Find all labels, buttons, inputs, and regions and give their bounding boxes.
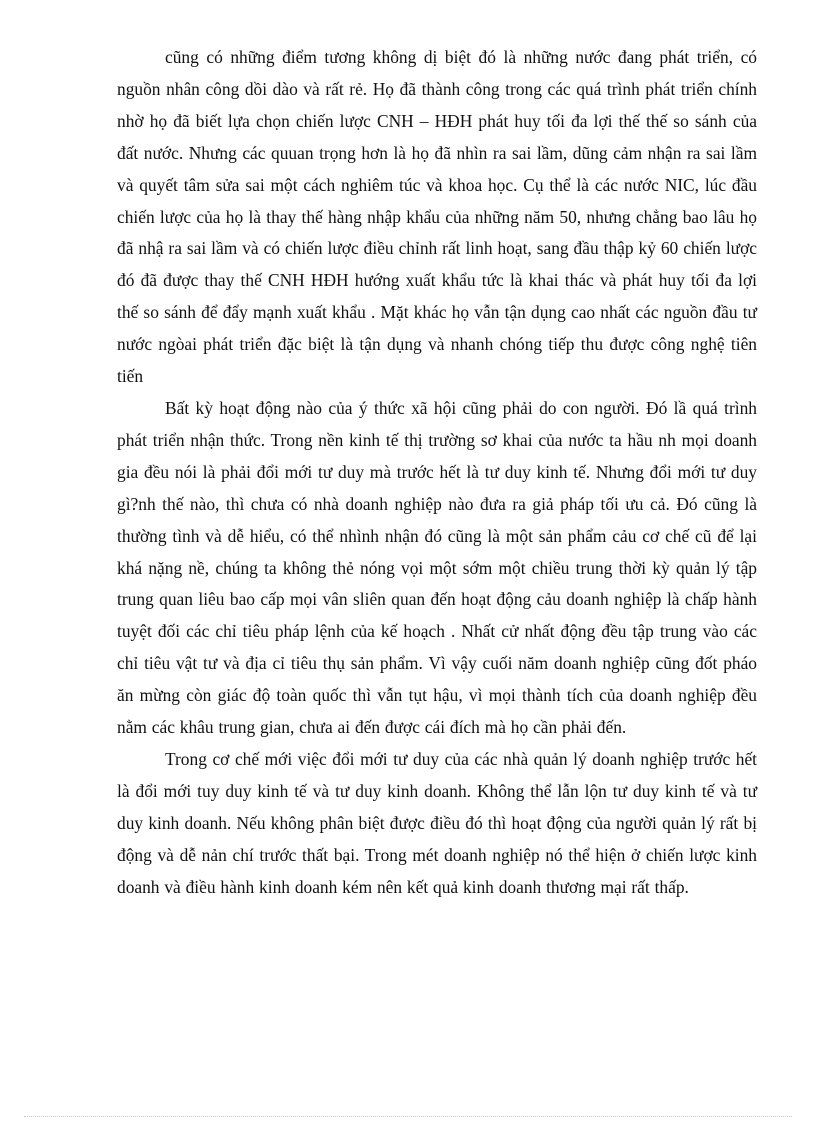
document-body: [117, 42, 757, 903]
paragraph-3: Trong cơ chế mới việc đổi mới tư duy của các nhà quản lý doanh nghiệp trước hết là đổi mới tuy duy kinh tế và tư duy kinh doanh. Không thể lẫn lộn tư duy kinh tế và tư duy kinh doanh. Nếu không phân biệt được điều đó thì hoạt động của người quản lý rất bị động và dễ nản chí trước thất bại. Trong mét doanh nghiệp nó thể hiện ở chiến lược kinh doanh và điều hành kinh doanh kém nên kết quả kinh doanh thương mại rất thấp.: [117, 748, 757, 897]
paragraph-1: cũng có những điểm tương không dị biệt đó là những nước đang phát triển, có nguồn nhân công dồi dào và rất rẻ. Họ đã thành công trong các quá trình phát triển chính nhờ họ đã biết lựa chọn chiến lược CNH – HĐH phát huy tối đa lợi thế thế so sánh của đất nước. Nhưng các quuan trọng hơn là họ đã nhìn ra sai lầm, dũng cảm nhận ra sai lầm và quyết tâm sửa sai một cách nghiêm túc và khoa học. Cụ thể là các nước NIC, lúc đầu chiến lược của họ là thay thế hàng nhập khẩu của những năm 50, nhưng chẳng bao lâu họ đã nhậ ra sai lầm và có chiến lược điều chỉnh rất linh hoạt, sang đầu thập kỷ 60 chiến lược đó đã được thay thế CNH HĐH hướng xuất khẩu tức là khai thác và phát huy tối đa lợi thế so sánh để đẩy mạnh xuất khẩu . Mặt khác họ vẫn tận dụng cao nhất các nguồn đầu tư nước ngòai phát triển đặc biệt là tận dụng và nhanh chóng tiếp thu được công nghệ tiên tiến: [117, 47, 757, 387]
page-bottom-border: [24, 1116, 792, 1117]
paragraph-2: Bất kỳ hoạt động nào của ý thức xã hội cũng phải do con người. Đó lầ quá trình phát triển nhận thức. Trong nền kinh tế thị trường sơ khai của nước ta hầu nh mọi doanh gia đều nói là phải đổi mới tư duy mà trước hết là tư duy kinh tế. Nhưng đổi mới tư duy gì?nh thế nào, thì chưa có nhà doanh nghiệp nào đưa ra giả pháp tối ưu cả. Đó cũng là thường tình và dễ hiểu, có thể nhình nhận đó cũng là một sản phẩm cảu cơ chế cũ để lại khá nặng nề, chúng ta không thẻ nóng vọi một sớm một chiều trung thời kỳ quản lý tập trung quan liêu bao cấp mọi vân sliên quan đến hoạt động cảu doanh nghiệp là chấp hành tuyệt đối các chỉ tiêu pháp lệnh của kế hoạch . Nhất cử nhất động đều tập trung vào các chỉ tiêu vật tư và địa cỉ tiêu thụ sản phẩm. Vì vậy cuối năm doanh nghiệp cũng đốt pháo ăn mừng còn giác độ toàn quốc thì vẫn tụt hậu, vì mọi thành tích của doanh nghiệp đều nằm các khâu trung gian, chưa ai đến được cái đích mà họ cần phải đến.: [117, 397, 757, 738]
